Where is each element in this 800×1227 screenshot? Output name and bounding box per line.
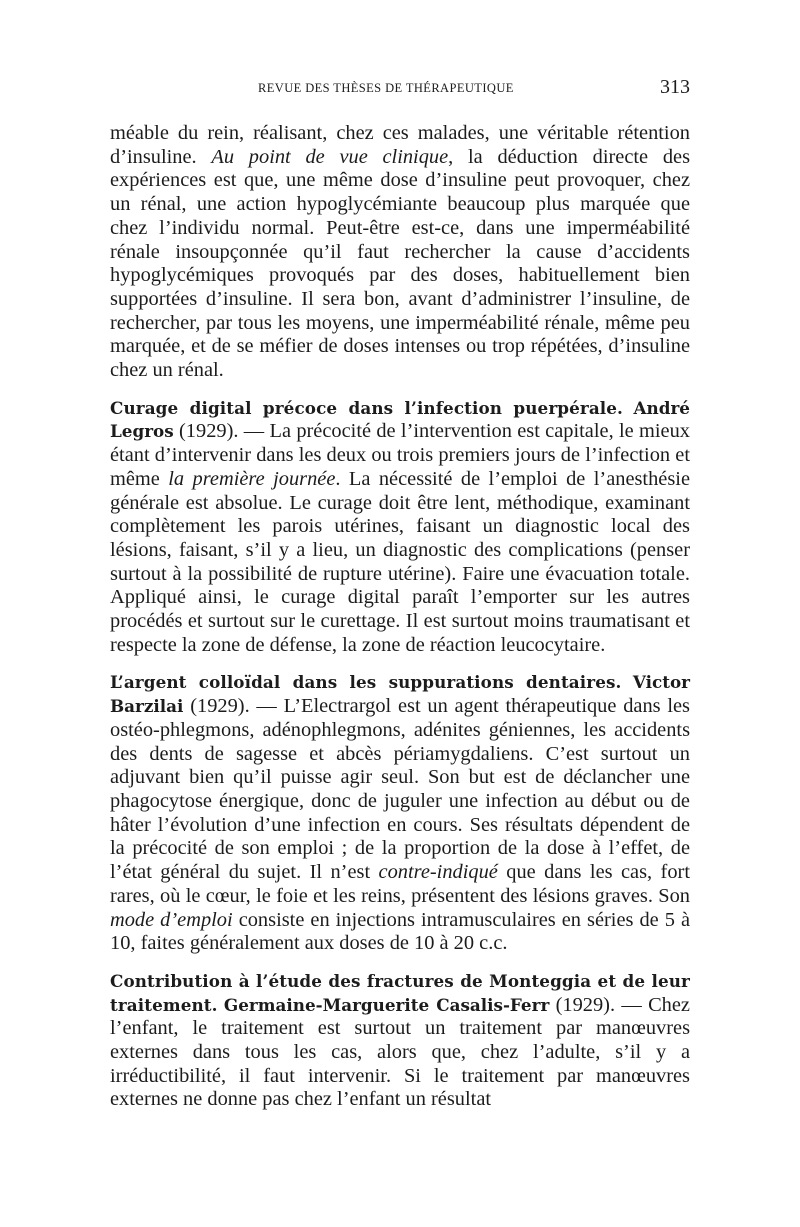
running-header — [108, 78, 690, 102]
article-italic-1: la première journée — [168, 467, 336, 490]
article-text-1: L’Electrargol est un agent thérapeutique dans les ostéo-phlegmons, adénophlegmons, adénites géniennes, les accidents des dents de sagesse et abcès périamygdaliens. C’est surtout un adjuvant bien qu’il puisse agir seul. Son but est de déclancher une phagocytose énergique, donc de juguler une infection au début ou de hâter l’évolution d’une infection en cours. Ses résultats dépendent de la précocité de son emploi ; de la proportion de la dose à l’effet, de l’état général du sujet. Il n’est — [110, 695, 690, 884]
article-text-2: . La nécessité de l’emploi de l’anesthésie générale est absolue. Le curage doit être lent, méthodique, examinant complètement les parois utérines, faisant un diagnostic local des lésions, faisant, s’il y a lieu, un diagnostic des complications (penser surtout à la possibilité de rupture utérine). Faire une évacuation totale. Appliqué ainsi, le curage digital paraît l’emporter sur les autres procédés et surtout sur le curettage. Il est surtout moins traumatisant et respecte la zone de défense, la zone de réaction leucocytaire. — [110, 467, 690, 656]
article-title: Contribution à l’étude des fractures de Monteggia et de leur traitement. — [110, 970, 690, 1015]
article-author: André Legros — [110, 397, 690, 442]
article-text-1: Chez l’enfant, le traitement est surtout un traitement par manœuvres externes dans tous les cas, alors que, chez l’adulte, s’il y a irréductibilité, il faut intervenir. Si le traitement par manœuvres externes ne donne pas chez l’enfant un résultat — [110, 993, 690, 1111]
article-text-2: que dans les cas, fort rares, où le cœur, le foie et les reins, présentent des lésions graves. Son — [110, 861, 690, 907]
article-text-3: consiste en injections intramusculaires en séries de 5 à 10, faites généralement aux doses de 10 à 20 c.c. — [110, 908, 690, 955]
article-year: (1929). — — [183, 695, 284, 718]
body-text — [110, 122, 690, 1112]
article-title: L’argent colloïdal dans les suppurations dentaires. — [110, 672, 622, 693]
continuation-italic: Au point de vue clinique — [211, 145, 449, 168]
page-number: 313 — [660, 76, 690, 98]
article-author: Victor Barzilai — [110, 672, 690, 717]
continuation-text-2: , la déduction directe des expériences est que, une même dose d’insuline peut provoquer, chez un rénal, une action hypoglycémiante beaucoup plus marquée que chez l’individu normal. Peut-être est-ce, dans une imperméabilité rénale insoupçonnée qu’il faut rechercher la cause d’accidents hypoglycémiques provoqués par des doses, habituellement bien supportées d’insuline. Il sera bon, avant d’administrer l’insuline, de rechercher, par tous les moyens, une imperméabilité rénale, même peu marquée, et de se méfier de doses intenses ou trop répétées, d’insuline chez un rénal. — [110, 145, 691, 382]
running-title: REVUE DES THÈSES DE THÉRAPEUTIQUE — [258, 81, 514, 95]
article-italic-2: mode d’emploi — [110, 908, 233, 931]
continuation-paragraph — [110, 122, 690, 383]
article-curage-digital — [110, 397, 690, 658]
article-year: (1929). — — [549, 993, 649, 1016]
article-year: (1929). — — [173, 420, 270, 443]
article-title: Curage digital précoce dans l’infection puerpérale. — [110, 397, 623, 418]
article-fractures-monteggia — [110, 970, 690, 1112]
continuation-text-1: méable du rein, réalisant, chez ces malades, une véritable rétention d’insuline. — [110, 122, 690, 168]
article-author: Germaine-Marguerite Casalis-Ferr — [223, 994, 550, 1015]
article-argent-colloidal — [110, 671, 690, 955]
article-italic-1: contre-indiqué — [378, 861, 498, 884]
article-text-1: La précocité de l’intervention est capitale, le mieux étant d’intervenir dans les deux ou trois premiers jours de l’infection et même — [110, 420, 690, 490]
